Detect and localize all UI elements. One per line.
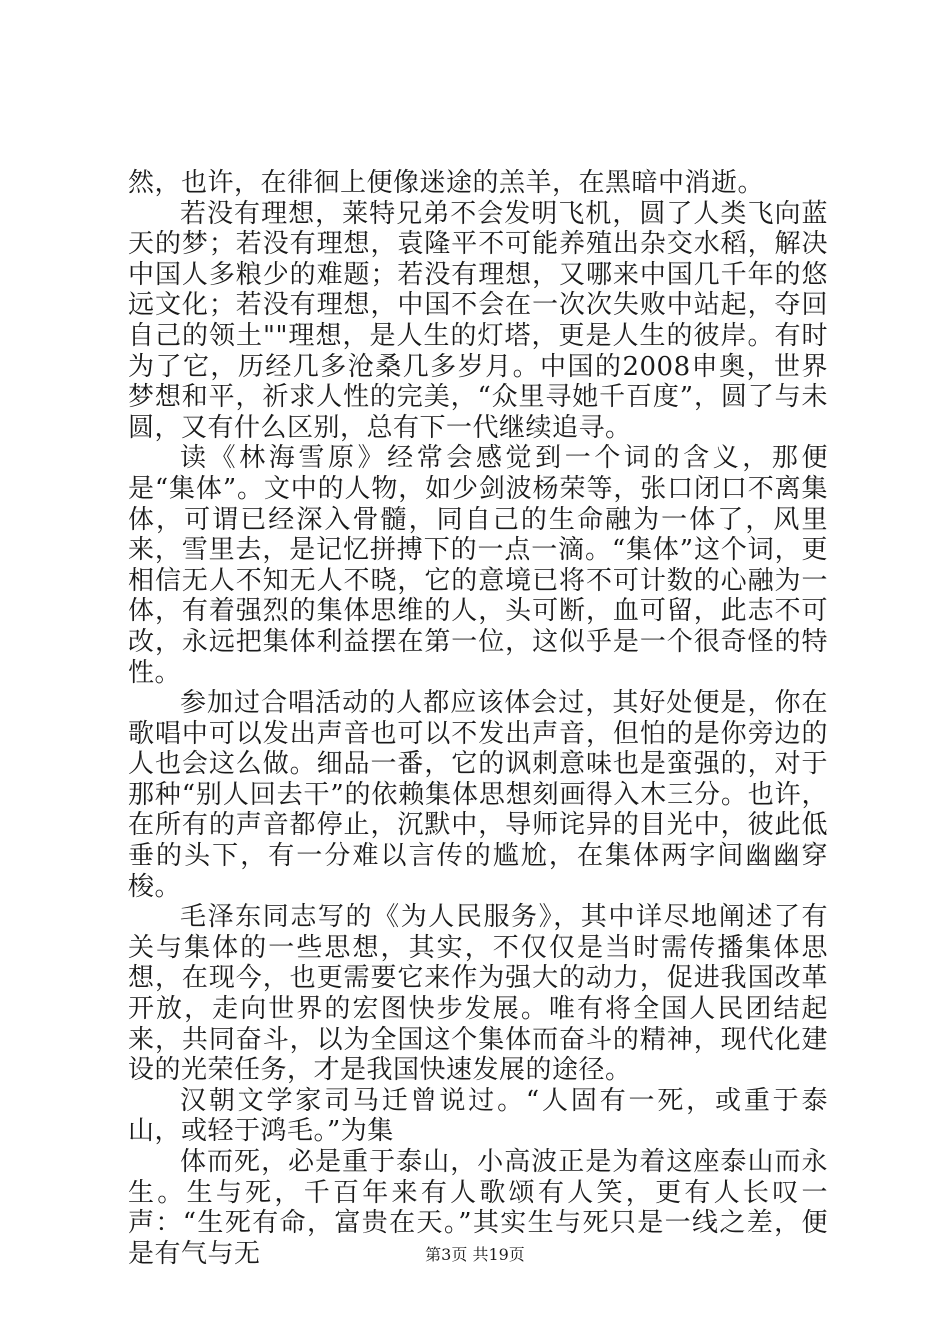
- page-number-footer: 第3页 共19页: [425, 1245, 525, 1264]
- paragraph-1: 然，也许，在徘徊上便像迷途的羔羊，在黑暗中消逝。: [128, 168, 765, 198]
- paragraph-3: 读《林海雪原》经常会感觉到一个词的含义，那便是“集体”。文中的人物，如少剑波杨荣等，张口闭口不离集体，可谓已经深入骨髓，同自己的生命融为一体了，风里来，雪里去，是记忆拼搏下的一点一滴。“集体”这个词，更相信无人不知无人不晓，它的意境已将不可计数的心融为一体，有着强烈的集体思维的人，头可断，血可留，此志不可改，永远把集体利益摆在第一位，这似乎是一个很奇怪的特性。: [128, 443, 828, 688]
- document-body: [128, 168, 828, 1269]
- paragraph-5: 毛泽东同志写的《为人民服务》，其中详尽地阐述了有关与集体的一些思想，其实，不仅仅是当时需传播集体思想，在现今，也更需要它来作为强大的动力，促进我国改革开放，走向世界的宏图快步发展。唯有将全国人民团结起来，共同奋斗，以为全国这个集体而奋斗的精神，现代化建设的光荣任务，才是我国快速发展的途径。: [128, 902, 828, 1086]
- paragraph-2: 若没有理想，莱特兄弟不会发明飞机，圆了人类飞向蓝天的梦；若没有理想，袁隆平不可能养殖出杂交水稻，解决中国人多粮少的难题；若没有理想，又哪来中国几千年的悠远文化；若没有理想，中国不会在一次次失败中站起，夺回自己的领土""理想，是人生的灯塔，更是人生的彼岸。有时为了它，历经几多沧桑几多岁月。中国的2008申奥，世界梦想和平，祈求人性的完美，“众里寻她千百度”，圆了与未圆，又有什么区别，总有下一代继续追寻。: [128, 198, 828, 443]
- paragraph-6: 汉朝文学家司马迁曾说过。“人固有一死，或重于泰山，或轻于鸿毛。”为集: [128, 1085, 828, 1147]
- paragraph-7: 体而死，必是重于泰山，小高波正是为着这座泰山而永生。生与死，千百年来有人歌颂有人笑，更有人长叹一声：“生死有命，富贵在天。”其实生与死只是一线之差，便是有气与无: [128, 1147, 828, 1269]
- paragraph-4: 参加过合唱活动的人都应该体会过，其好处便是，你在歌唱中可以发出声音也可以不发出声音，但怕的是你旁边的人也会这么做。细品一番，它的讽刺意味也是蛮强的，对于那种“别人回去干”的依赖集体思想刻画得入木三分。也许，在所有的声音都停止，沉默中，导师诧异的目光中，彼此低垂的头下，有一分难以言传的尴尬，在集体两字间幽幽穿梭。: [128, 688, 828, 902]
